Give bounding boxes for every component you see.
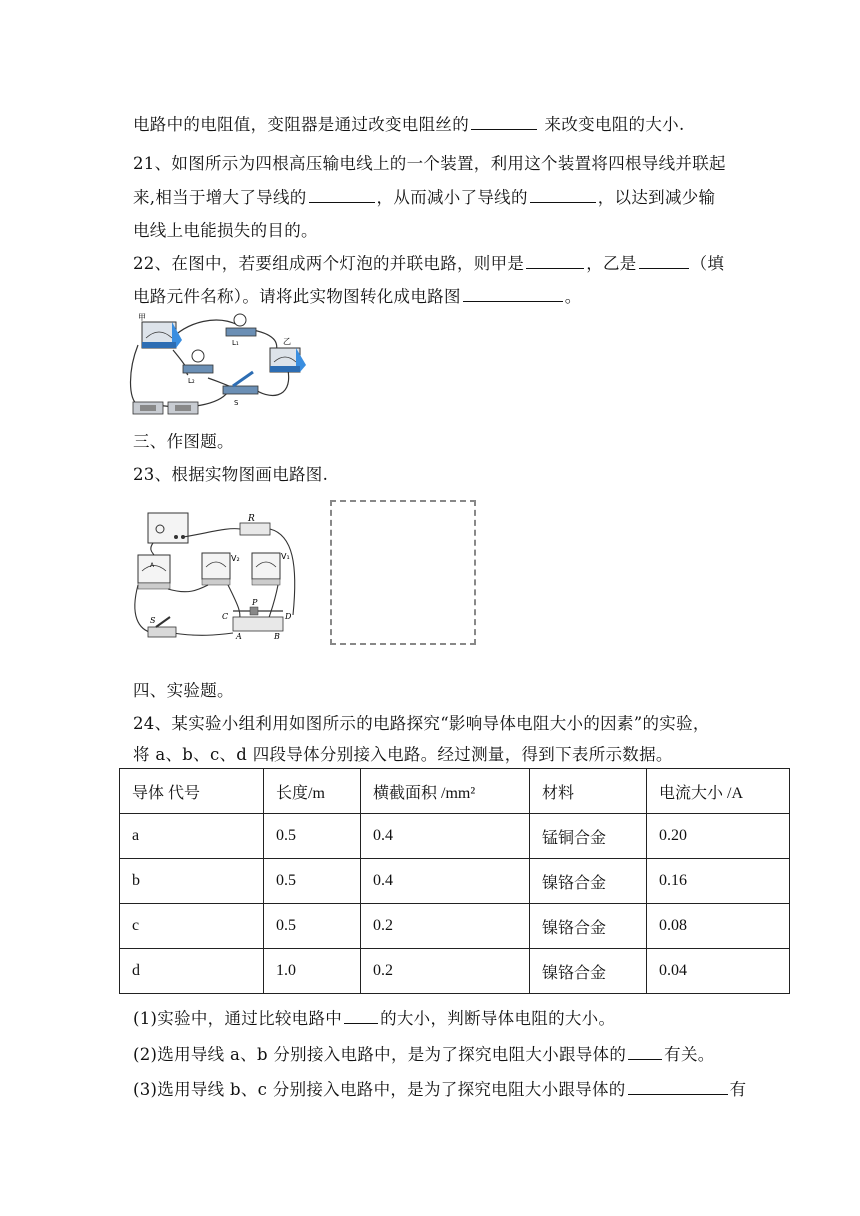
table-header-row bbox=[120, 769, 790, 814]
table-cell: 0.5 bbox=[264, 904, 361, 949]
label-jia: 甲 bbox=[138, 313, 146, 322]
question-21-line-3 bbox=[133, 217, 318, 241]
label-A-meter: A bbox=[150, 562, 155, 569]
text: 电路元件名称）。请将此实物图转化成电路图 bbox=[133, 287, 461, 306]
table-row bbox=[120, 904, 790, 949]
text: ，以达到减少输 bbox=[597, 188, 716, 207]
table-cell: 0.16 bbox=[647, 859, 790, 904]
text: （填 bbox=[690, 254, 725, 273]
label-yi: 乙 bbox=[283, 337, 291, 346]
text: 电线上电能损失的目的。 bbox=[133, 221, 318, 240]
answer-blank bbox=[530, 201, 596, 203]
answer-blank bbox=[471, 128, 537, 130]
text: 四、实验题。 bbox=[133, 681, 234, 700]
label-L2: L₂ bbox=[188, 377, 195, 385]
question-21-line-2 bbox=[133, 184, 715, 208]
question-24-part-3 bbox=[133, 1076, 746, 1100]
text: ，从而减小了导线的 bbox=[376, 188, 528, 207]
answer-blank bbox=[526, 267, 584, 269]
table-cell: b bbox=[120, 859, 264, 904]
question-24-line-1 bbox=[133, 710, 710, 734]
label-D: D bbox=[285, 612, 292, 621]
text: ，乙是 bbox=[586, 254, 637, 273]
question-24-part-1 bbox=[133, 1005, 615, 1029]
table-header: 材料 bbox=[530, 769, 647, 814]
data-table bbox=[119, 768, 790, 994]
table-cell: 锰铜合金 bbox=[530, 814, 647, 859]
table-cell: 镍铬合金 bbox=[530, 904, 647, 949]
table-cell: a bbox=[120, 814, 264, 859]
text: 将 a、b、c、d 四段导体分别接入电路。经过测量，得到下表所示数据。 bbox=[133, 745, 673, 764]
text: 来,相当于增大了导线的 bbox=[133, 188, 307, 207]
table-row bbox=[120, 859, 790, 904]
text: 24、某实验小组利用如图所示的电路探究“影响导体电阻大小的因素”的实验， bbox=[133, 714, 710, 733]
table-cell: 0.2 bbox=[361, 904, 530, 949]
table-cell: 0.08 bbox=[647, 904, 790, 949]
text: 来改变电阻的大小. bbox=[539, 115, 685, 134]
text: 22、在图中，若要组成两个灯泡的并联电路，则甲是 bbox=[133, 254, 525, 273]
table-cell: c bbox=[120, 904, 264, 949]
text: 23、根据实物图画电路图. bbox=[133, 465, 329, 484]
text: 三、作图题。 bbox=[133, 432, 234, 451]
question-22-line-2 bbox=[133, 283, 582, 307]
label-R: R bbox=[248, 514, 255, 524]
text: (3)选用导线 b、c 分别接入电路中，是为了探究电阻大小跟导体的 bbox=[133, 1080, 626, 1099]
label-C: C bbox=[222, 612, 229, 621]
table-cell: 1.0 bbox=[264, 949, 361, 994]
table-cell: 0.4 bbox=[361, 859, 530, 904]
label-V1: V₁ bbox=[281, 552, 290, 561]
text: (2)选用导线 a、b 分别接入电路中，是为了探究电阻大小跟导体的 bbox=[133, 1045, 627, 1064]
table-cell: 0.04 bbox=[647, 949, 790, 994]
label-B: B bbox=[274, 632, 280, 641]
label-S: S bbox=[234, 399, 239, 407]
text: (1)实验中，通过比较电路中 bbox=[133, 1009, 343, 1028]
label-P: P bbox=[252, 598, 258, 607]
table-row bbox=[120, 814, 790, 859]
answer-blank bbox=[639, 267, 689, 269]
question-23 bbox=[133, 461, 328, 485]
table-header: 长度/m bbox=[264, 769, 361, 814]
table-header: 电流大小 /A bbox=[647, 769, 790, 814]
label-A: A bbox=[236, 632, 242, 641]
text: 的大小，判断导体电阻的大小。 bbox=[380, 1009, 616, 1028]
text: 有关。 bbox=[664, 1045, 715, 1064]
answer-blank bbox=[628, 1058, 662, 1060]
answer-blank bbox=[309, 201, 375, 203]
drawing-answer-box[interactable] bbox=[330, 500, 476, 645]
question-21-line-1 bbox=[133, 150, 726, 174]
question-24-line-2 bbox=[133, 741, 673, 765]
table-cell: 0.4 bbox=[361, 814, 530, 859]
text: 有 bbox=[729, 1080, 747, 1099]
answer-blank bbox=[344, 1022, 378, 1024]
table-cell: 镍铬合金 bbox=[530, 859, 647, 904]
label-S: S bbox=[150, 616, 156, 625]
table-cell: d bbox=[120, 949, 264, 994]
answer-blank bbox=[628, 1093, 728, 1095]
answer-blank bbox=[463, 300, 563, 302]
table-cell: 0.5 bbox=[264, 814, 361, 859]
label-V2: V₂ bbox=[231, 554, 240, 563]
section-4-heading bbox=[133, 677, 234, 701]
table-cell: 0.5 bbox=[264, 859, 361, 904]
text: 21、如图所示为四根高压输电线上的一个装置，利用这个装置将四根导线并联起 bbox=[133, 154, 726, 173]
table-header: 横截面积 /mm² bbox=[361, 769, 530, 814]
text: 。 bbox=[564, 287, 582, 306]
label-L1: L₁ bbox=[232, 339, 239, 347]
table-cell: 镍铬合金 bbox=[530, 949, 647, 994]
text-line-1 bbox=[133, 111, 685, 135]
table-header: 导体 代号 bbox=[120, 769, 264, 814]
circuit-photo-q22 bbox=[128, 310, 308, 420]
circuit-photo-q23 bbox=[128, 505, 308, 650]
text: 电路中的电阻值，变阻器是通过改变电阻丝的 bbox=[133, 115, 469, 134]
section-3-heading bbox=[133, 428, 234, 452]
question-22-line-1 bbox=[133, 250, 724, 274]
table-cell: 0.20 bbox=[647, 814, 790, 859]
table-row bbox=[120, 949, 790, 994]
question-24-part-2 bbox=[133, 1041, 715, 1065]
table-cell: 0.2 bbox=[361, 949, 530, 994]
